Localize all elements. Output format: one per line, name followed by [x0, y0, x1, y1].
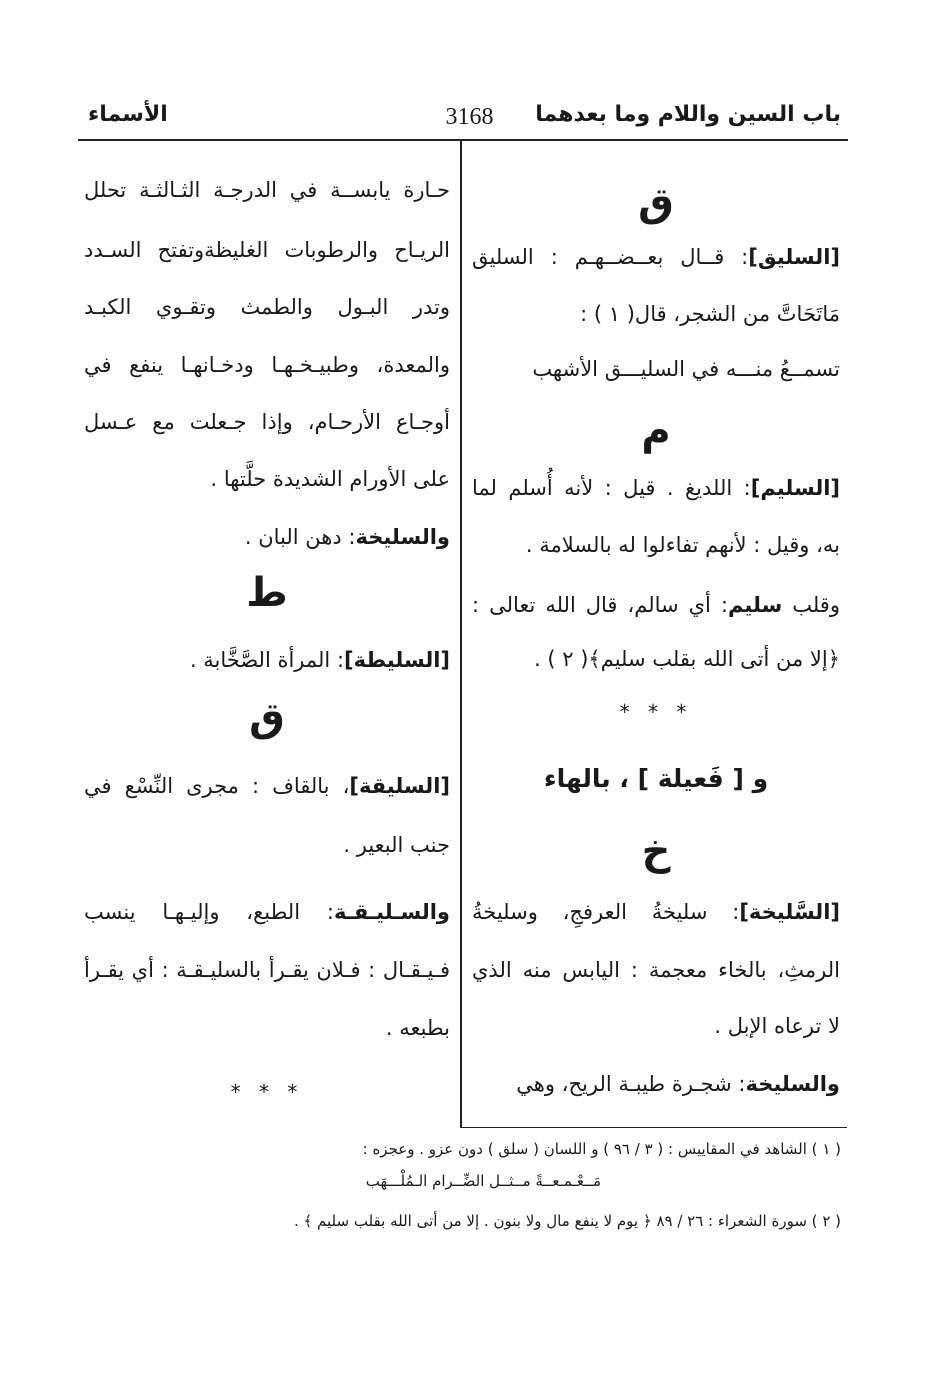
footnote-1: ( ١ ) الشاهد في المقاييس : ( ٣ / ٩٦ ) و اللسان ( سلق ) دون عزو . وعجزه : — [362, 1140, 841, 1158]
entry-saleeq — [472, 245, 840, 269]
entry-line: فـيـقـال : فـلان يقـرأ بالسليـقـة : أي يقـرأ — [84, 958, 450, 982]
letter-heading-kha: خ — [641, 828, 671, 874]
verse-line: تسمــعُ منـــه في السليـــق الأشهب — [532, 357, 840, 381]
separator-stars: * * * — [230, 1080, 304, 1104]
entry-line: الرمثِ، بالخاء معجمة : اليابس منه الذي — [472, 958, 840, 982]
running-header-section: باب السين واللام وما بعدهما — [535, 102, 841, 127]
entry-line: وتدر البـول والطمث وتقـوي الكبـد — [84, 295, 450, 319]
left-column — [84, 150, 450, 1130]
headword: سليم — [727, 593, 783, 617]
column-divider — [460, 140, 462, 1128]
header-rule — [78, 139, 848, 141]
entry-saleeqa: [السليقة]، بالقاف : مجرى النِّسْع في — [84, 774, 450, 798]
headword: [السليقة] — [349, 774, 450, 798]
headword: والسليخة — [745, 1072, 840, 1096]
footnote-2: ( ٢ ) سورة الشعراء : ٢٦ / ٨٩ ﴿ يوم لا ينفع مال ولا بنون . إلا من أتى الله بقلب سليم ﴾ . — [293, 1212, 841, 1230]
entry-line: به، وقيل : لأنهم تفاءلوا له بالسلامة . — [525, 533, 840, 557]
entry-line: والمعدة، وطبيـخـهـا ودخـانهـا ينفع في — [84, 353, 450, 377]
entry-saleekha-tree: والسليخة: شجـرة طيبـة الريح، وهي — [516, 1072, 840, 1096]
running-header-part: الأسماء — [88, 102, 168, 127]
entry-line: حـارة يابســة في الدرجـة الثـالثـة تحلل — [84, 178, 450, 202]
section-title: و [ فَعيلة ] ، بالهاء — [543, 764, 769, 793]
headword: [السليطة] — [344, 648, 450, 672]
entry-line: جنب البعير . — [343, 833, 450, 857]
entry-line: مَاتَحَاتَّ من الشجر، قال( ١ ) : — [580, 302, 840, 326]
headword: والسليخة — [355, 525, 450, 549]
page-number: 3168 — [445, 104, 494, 130]
letter-heading-meem: م — [641, 408, 671, 454]
entry-saleeta: [السليطة]: المرأة الصَّخَّابة . — [189, 648, 450, 672]
letter-heading-qaf-2: ق — [249, 695, 285, 741]
headword: [السليق] — [748, 245, 840, 269]
entry-line: لا ترعاه الإبل . — [714, 1014, 840, 1038]
entry-saleekha: [السَّليخة]: سليخةُ العرفجِ، وسليخةُ — [472, 900, 840, 924]
separator-stars: * * * — [619, 700, 693, 724]
entry-line: على الأورام الشديدة حلَّتها . — [210, 467, 450, 491]
entry-saleeqa-nature: والسـليـقـة: الطبع، وإليـهـا ينسب — [84, 900, 450, 924]
entry-line: أوجـاع الأرحـام، وإذا جـعلت مع عـسل — [84, 410, 450, 434]
headword: والسـليـقـة — [333, 900, 450, 924]
entry-saleem — [472, 476, 840, 500]
entry-text: : اللديغ . قيل : لأنه أُسلم لما — [472, 476, 751, 500]
entry-qalb-saleem: وقلب سليم: أي سالم، قال الله تعالى : — [472, 593, 840, 617]
entry-line: الريـاح والرطوبات الغليظةوتفتح السـدد — [84, 238, 450, 262]
entry-saleekha-oil: والسليخة: دهن البان . — [244, 525, 450, 549]
letter-heading-ta: ط — [246, 570, 288, 616]
entry-line: بطبعه . — [385, 1016, 450, 1040]
entry-text: : قــال بعــضــهـم : السليق — [472, 245, 749, 269]
headword: [السَّليخة] — [739, 900, 840, 924]
headword: [السليم] — [750, 476, 840, 500]
footnote-1-verse: مَــعْـمـعــةً مــثــل الضِّــرام الـمُلْـــهَب — [365, 1172, 601, 1190]
letter-heading-qaf: ق — [638, 180, 674, 226]
quran-quote: ﴿إلا من أتى الله بقلب سليم﴾( ٢ ) . — [534, 647, 840, 671]
right-column — [472, 150, 840, 1130]
